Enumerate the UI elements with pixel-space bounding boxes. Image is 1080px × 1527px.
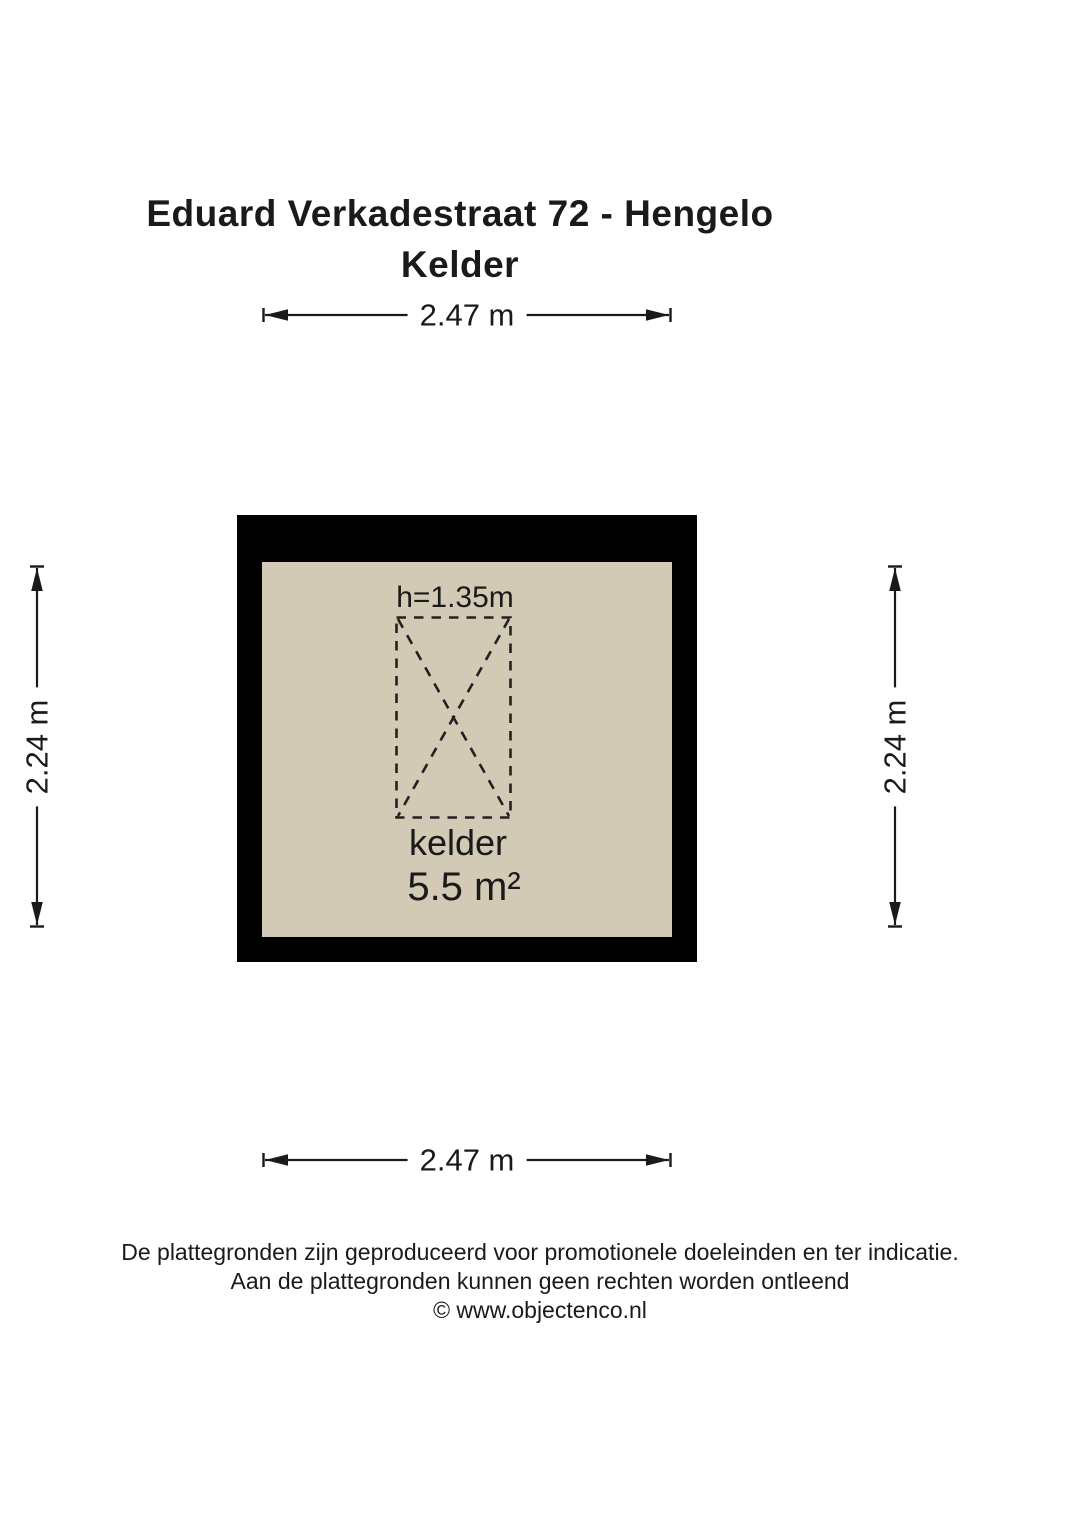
copyright-line: © www.objectenco.nl xyxy=(433,1297,647,1323)
dimension-bottom xyxy=(262,1142,672,1178)
dimension-top xyxy=(262,297,672,333)
ceiling-height-label: h=1.35m xyxy=(396,581,514,614)
dimension-right-label: 2.24 m xyxy=(876,687,915,806)
room-area-label: 5.5 m² xyxy=(407,865,521,909)
floor-name-title: Kelder xyxy=(400,244,520,285)
dimension-left xyxy=(19,565,55,928)
footer-disclaimer xyxy=(0,1238,1080,1325)
disclaimer-line-2: Aan de plattegronden kunnen geen rechten worden ontleend xyxy=(230,1268,850,1294)
disclaimer-line-1: De plattegronden zijn geproduceerd voor promotionele doeleinden en ter indicatie. xyxy=(121,1239,959,1265)
property-address-title: Eduard Verkadestraat 72 - Hengelo xyxy=(146,193,774,234)
dimension-bottom-label: 2.47 m xyxy=(408,1141,527,1180)
dimension-top-label: 2.47 m xyxy=(408,296,527,335)
room-name-label: kelder xyxy=(408,822,508,863)
room-floor xyxy=(262,562,672,937)
dimension-right xyxy=(877,565,913,928)
floorplan-title xyxy=(60,188,860,290)
low-ceiling-area-icon xyxy=(395,616,512,819)
dimension-left-label: 2.24 m xyxy=(18,687,57,806)
floorplan-walls xyxy=(237,515,697,962)
